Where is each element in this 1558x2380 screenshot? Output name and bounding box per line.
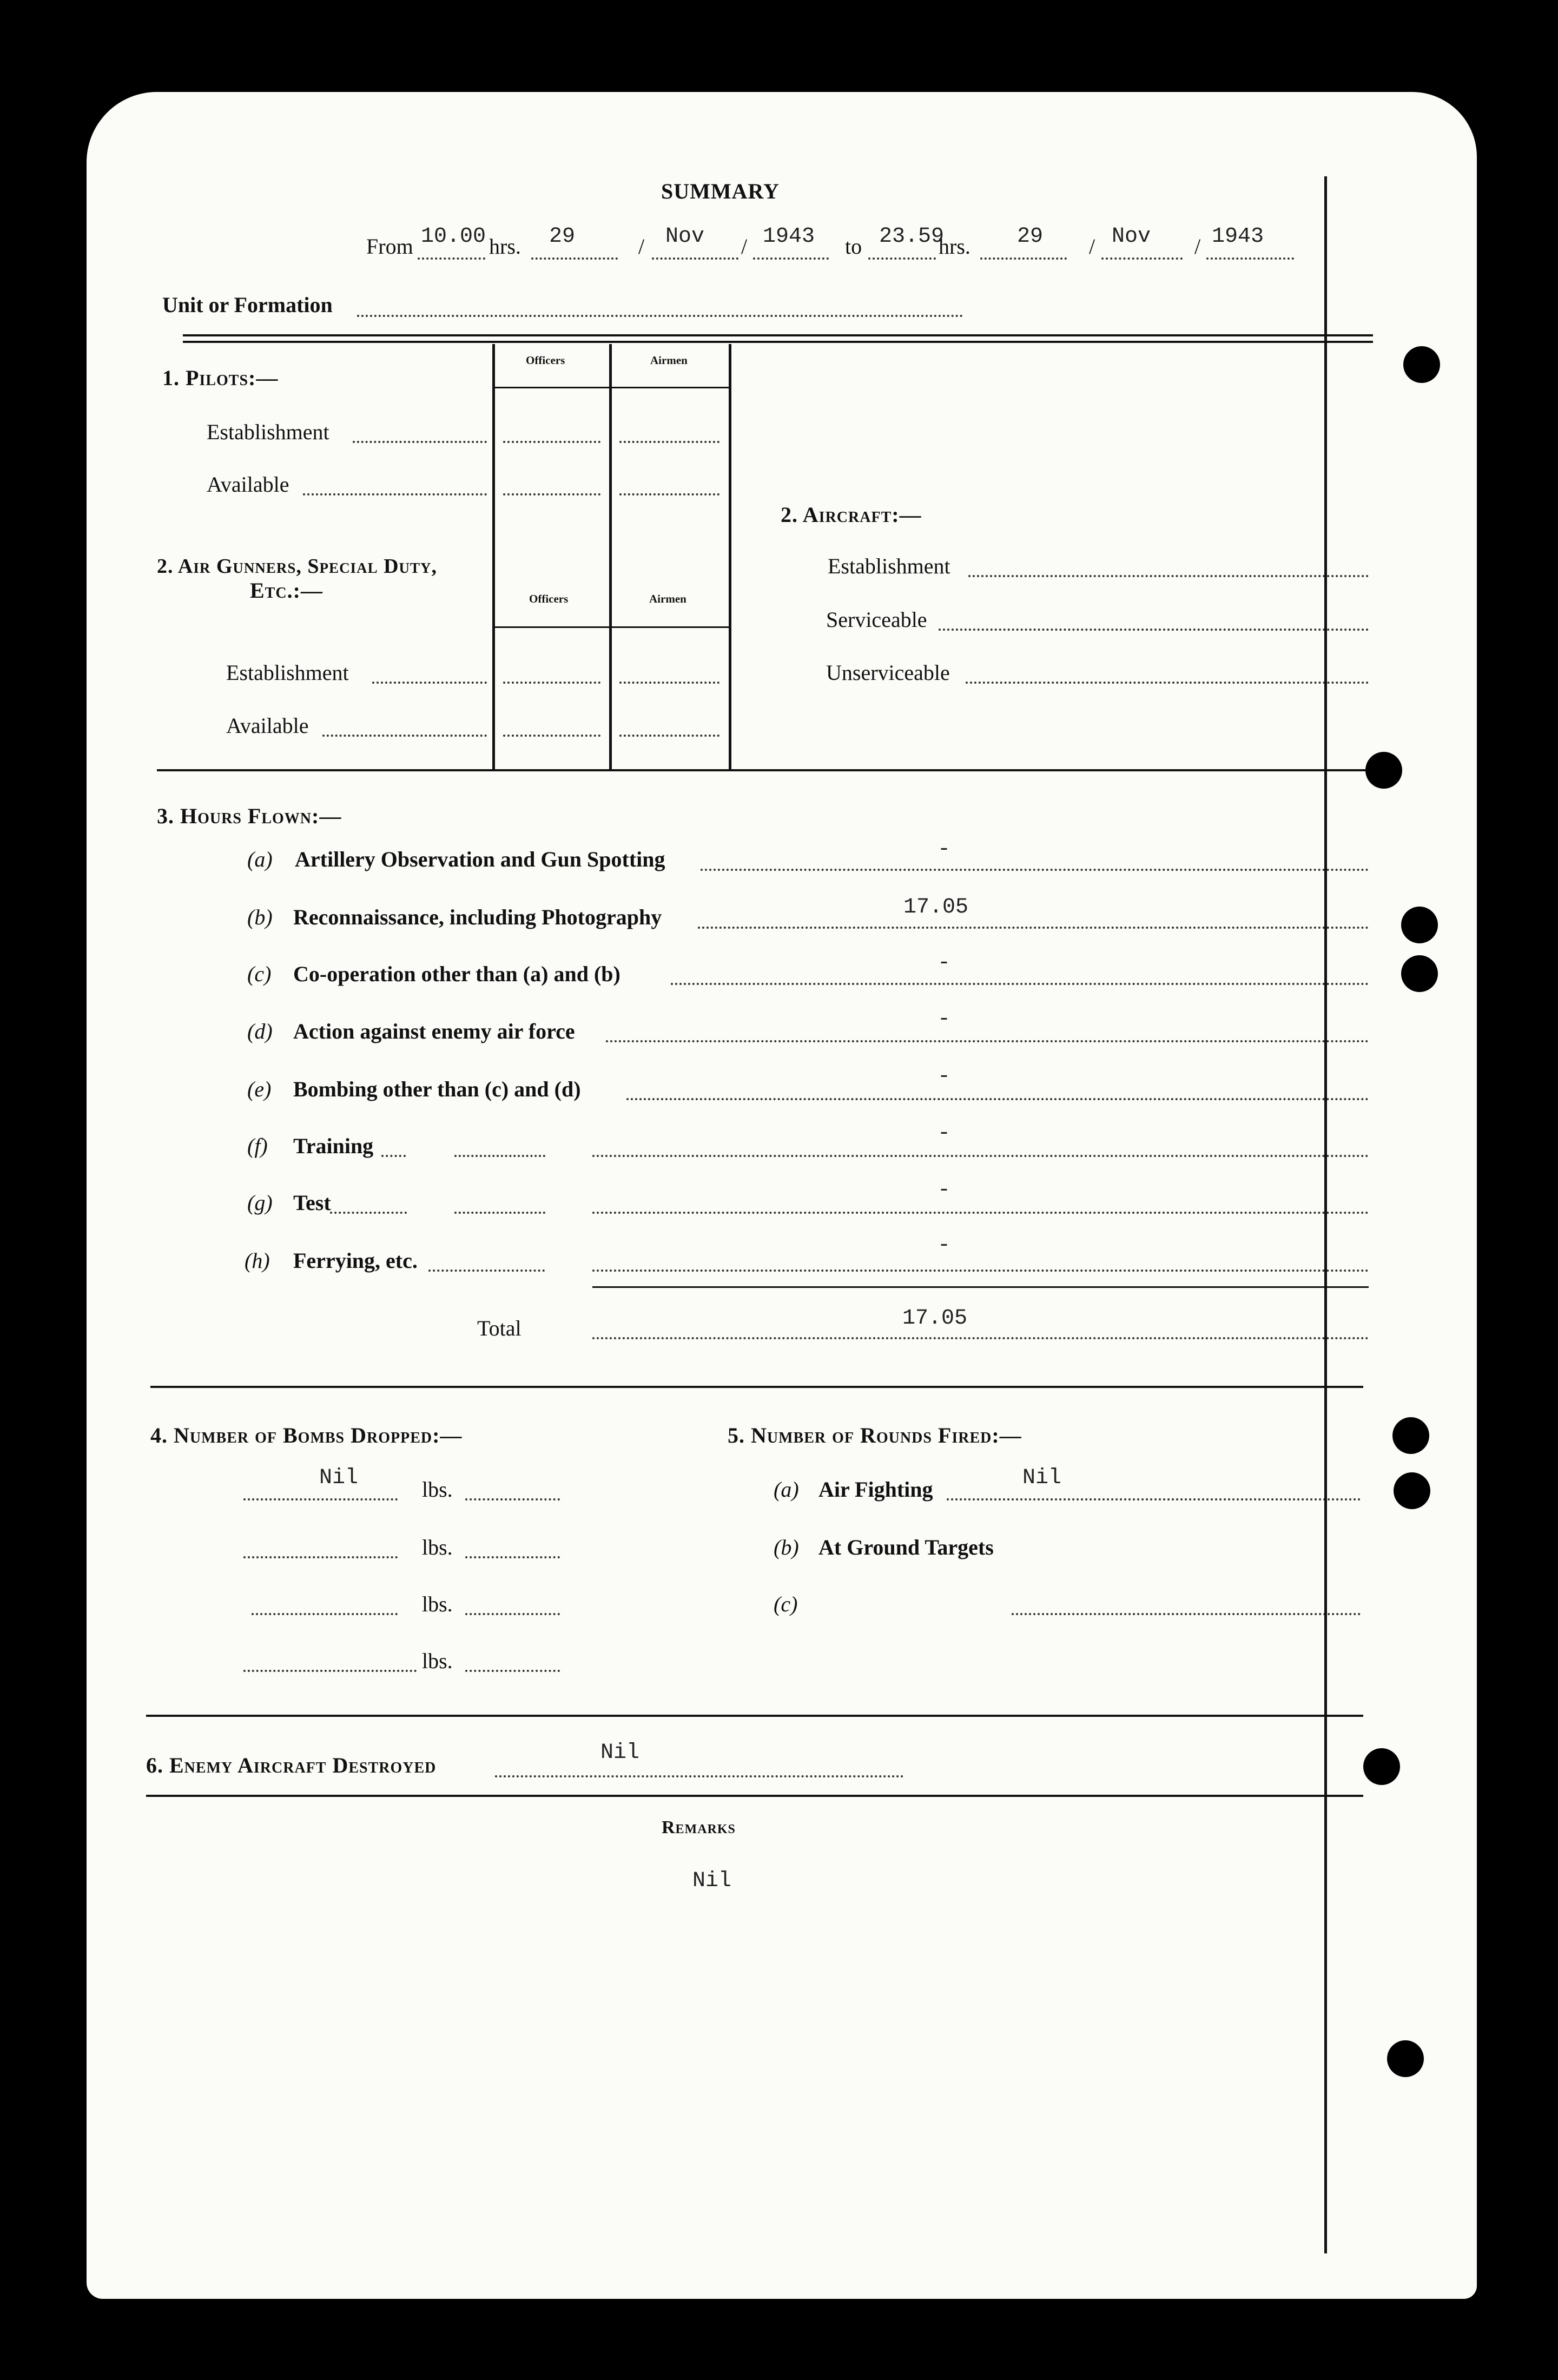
rounds-letter-b: (b) [774,1535,799,1559]
bombs-value-1: Nil [319,1466,359,1490]
pilots-available-label: Available [207,472,289,497]
enemy-field [495,1775,903,1777]
table-border [493,626,730,628]
bombs-heading: 4. Number of Bombs Dropped:— [150,1423,463,1447]
to-sep-1: / [1089,234,1095,259]
hours-letter-b: (b) [247,905,273,929]
from-time-value: 10.00 [421,224,486,249]
pilots-establishment-label: Establishment [207,420,329,444]
table-border [609,344,612,769]
hours-field-a [701,869,1369,871]
aircraft-serviceable-label: Serviceable [826,607,927,632]
bombs-unit-2: lbs. [422,1535,453,1559]
to-year-value: 1943 [1212,224,1264,249]
hours-letter-h: (h) [245,1248,270,1273]
pilots-available-airmen [619,493,719,495]
gunners-heading: 2. Air Gunners, Special Duty, [157,555,438,578]
hours-letter-a: (a) [247,847,273,871]
section-rule [146,1795,1363,1797]
rounds-label-a: Air Fighting [818,1477,933,1502]
gunners-available-airmen [619,735,719,737]
to-hrs-label: hrs. [939,234,971,259]
hours-value-h: - [938,1233,951,1258]
hours-label-g: Test [293,1191,331,1215]
section-rule [183,341,1373,343]
officers-header-2: Officers [529,592,569,605]
airmen-header-2: Airmen [649,592,686,605]
hours-letter-f: (f) [247,1134,268,1158]
rounds-field-a [947,1498,1361,1500]
bombs-unit-3: lbs. [422,1592,453,1616]
enemy-value: Nil [600,1741,640,1765]
hours-letter-e: (e) [247,1077,272,1101]
aircraft-serviceable-field [939,629,1369,631]
bombs-field-1 [243,1498,398,1500]
punch-hole [1363,1748,1400,1785]
from-sep-1: / [638,234,645,259]
table-border [493,387,730,388]
hours-value-g: - [938,1178,951,1202]
total-rule [592,1286,1369,1288]
hours-label-e: Bombing other than (c) and (d) [293,1077,581,1101]
from-label: From [366,234,413,259]
hours-field-h [592,1270,1369,1272]
aircraft-heading: 2. Aircraft:— [781,503,922,527]
hours-label-f: Training [293,1134,374,1158]
aircraft-establishment-label: Establishment [828,554,950,578]
punch-hole [1403,346,1440,383]
rounds-heading: 5. Number of Rounds Fired:— [728,1423,1022,1447]
table-border [492,344,495,769]
section-rule [157,769,1366,771]
hours-field-c [671,983,1369,985]
hours-label-c: Co-operation other than (a) and (b) [293,962,620,986]
enemy-heading: 6. Enemy Aircraft Destroyed [146,1753,437,1777]
bombs-field-4 [243,1670,417,1672]
hours-total-label: Total [477,1316,521,1340]
section-rule [146,1715,1363,1717]
hours-letter-d: (d) [247,1019,273,1043]
hours-value-b: 17.05 [903,895,969,920]
hours-letter-g: (g) [247,1191,273,1215]
form-page [87,92,1477,2299]
hours-letter-c: (c) [247,962,272,986]
from-day-value: 29 [549,224,576,249]
punch-hole [1394,1472,1430,1509]
aircraft-unserviceable-field [966,682,1369,684]
bombs-field-2 [243,1556,398,1558]
officers-header-1: Officers [526,354,565,367]
section-rule [183,334,1373,336]
from-year-value: 1943 [763,224,815,249]
hours-value-d: - [938,1007,951,1032]
rounds-label-b: At Ground Targets [818,1535,994,1559]
pilots-heading: 1. Pilots:— [162,366,279,390]
hours-label-a: Artillery Observation and Gun Spotting [295,847,665,871]
pilots-available-officers [503,493,600,495]
table-border [729,344,731,769]
punch-hole [1401,907,1438,943]
hours-field-f [592,1155,1369,1157]
pilots-establishment-officers [503,441,600,443]
punch-hole [1401,955,1438,992]
hours-field-e [626,1098,1369,1100]
to-label: to [845,234,862,259]
gunners-available-officers [503,735,600,737]
bombs-unit-4: lbs. [422,1649,453,1673]
hours-field-b [698,927,1369,929]
hours-field-d [606,1040,1369,1042]
punch-hole [1365,752,1402,789]
gunners-establishment-airmen [619,682,719,684]
rounds-letter-c: (c) [774,1592,798,1616]
unit-field [357,315,963,317]
punch-hole [1392,1417,1429,1454]
hours-value-a: - [938,837,951,862]
to-day-value: 29 [1017,224,1044,249]
hours-value-c: - [938,951,951,975]
unit-label: Unit or Formation [162,293,333,317]
gunners-establishment-label: Establishment [226,660,349,685]
punch-hole [1387,2040,1424,2077]
hours-label-h: Ferrying, etc. [293,1248,418,1273]
hours-value-f: - [938,1121,951,1146]
form-title: SUMMARY [661,179,780,203]
remarks-text: Nil [692,1869,732,1893]
gunners-establishment-officers [503,682,600,684]
bombs-unit-1: lbs. [422,1477,453,1502]
to-sep-2: / [1194,234,1201,259]
rounds-field-c [1012,1613,1361,1615]
aircraft-establishment-field [968,575,1369,577]
to-time-value: 23.59 [879,224,945,249]
remarks-heading: Remarks [662,1817,736,1837]
rounds-letter-a: (a) [774,1477,799,1502]
hours-field-g [592,1212,1369,1214]
from-month-value: Nov [665,224,705,249]
gunners-available-label: Available [226,713,309,738]
rounds-value-a: Nil [1022,1466,1062,1490]
section-rule [150,1386,1363,1388]
gunners-heading-cont: Etc.:— [250,578,323,603]
margin-line [1324,176,1327,2253]
to-month-value: Nov [1112,224,1151,249]
from-hrs-label: hrs. [489,234,521,259]
hours-label-d: Action against enemy air force [293,1019,575,1043]
hours-flown-heading: 3. Hours Flown:— [157,804,342,828]
bombs-field-3 [252,1613,398,1615]
pilots-establishment-airmen [619,441,719,443]
aircraft-unserviceable-label: Unserviceable [826,660,950,685]
hours-value-e: - [938,1065,951,1089]
hours-total-field [592,1337,1369,1339]
hours-total-value: 17.05 [902,1306,968,1331]
hours-label-b: Reconnaissance, including Photography [293,905,662,929]
from-sep-2: / [741,234,748,259]
airmen-header-1: Airmen [650,354,688,367]
